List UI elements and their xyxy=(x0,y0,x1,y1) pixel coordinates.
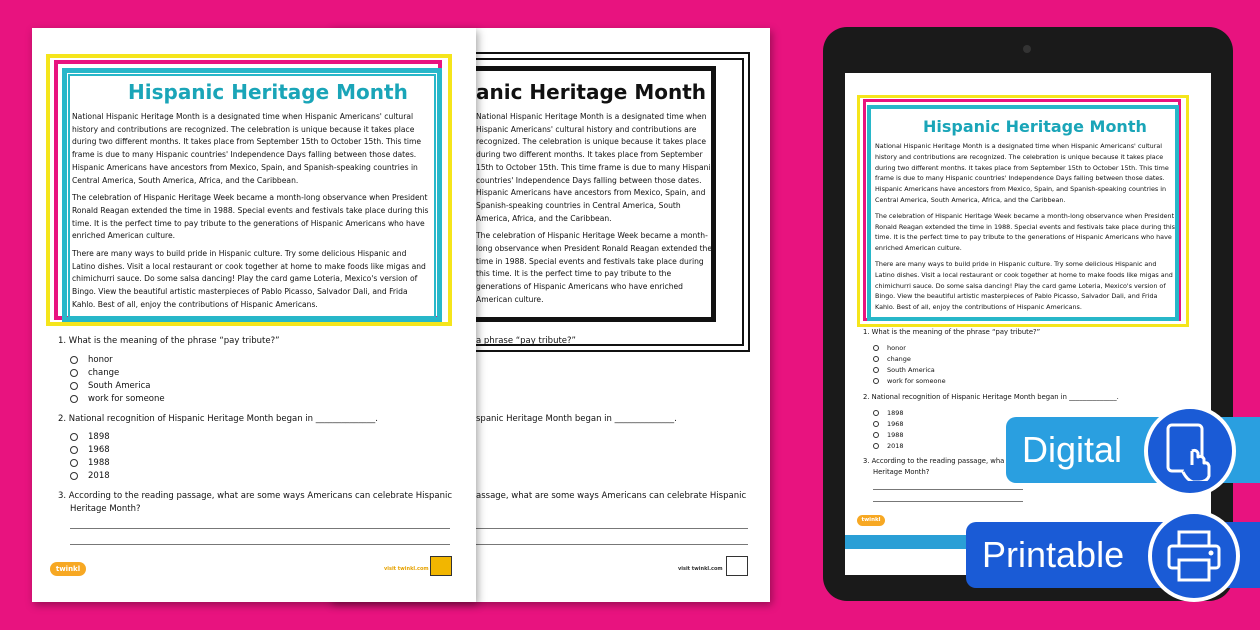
digital-label: Digital xyxy=(1022,429,1123,470)
answer-line[interactable] xyxy=(70,528,450,529)
q1-option-work-for-someone[interactable] xyxy=(70,394,165,404)
radio-circle-icon xyxy=(70,356,78,364)
worksheet-title: Hispanic Heritage Month xyxy=(128,80,408,104)
option-label: work for someone xyxy=(887,377,946,385)
tablet-paragraph-2: The celebration of Hispanic Heritage Week became a month-long observance when President Ronald Reagan extended the time in 1988. Special events and festivals take place during this time. It is the perfect time to pay tribute to the generations of Hispanic Americans who have enriched American culture. xyxy=(875,211,1175,253)
radio-circle-icon xyxy=(873,410,879,416)
option-label: South America xyxy=(88,381,151,391)
q1-option-change[interactable] xyxy=(70,368,119,378)
q2-option-1988[interactable] xyxy=(70,458,110,468)
option-label: 1968 xyxy=(88,445,110,455)
tablet-q2-option-1988[interactable] xyxy=(873,431,904,439)
radio-circle-icon xyxy=(70,446,78,454)
tablet-answer-line[interactable] xyxy=(873,501,1023,502)
tablet-paragraph-1: National Hispanic Heritage Month is a designated time when Hispanic Americans' cultural history and contributions are recognized. The celebration is unique because it takes place during two different months. It takes place from September 15th to October 15th. This time frame is due to many Hispanic countries' Independence Days falling between those dates. Hispanic Americans have ancestors from Mexico, Spain, and Spanish-speaking countries in Central America, South America, Africa, and the Caribbean. xyxy=(875,142,1169,204)
q1-option-south-america[interactable] xyxy=(70,381,150,391)
tablet-question-3: 3. According to the reading passage, wha xyxy=(863,457,1005,465)
footer-badge-icon xyxy=(430,556,452,576)
tablet-title: Hispanic Heritage Month xyxy=(923,117,1147,136)
question-3-line-2: Heritage Month? xyxy=(70,504,141,514)
bw-passage-text xyxy=(476,111,716,311)
q2-option-2018[interactable] xyxy=(70,471,110,481)
bw-paragraph-2: The celebration of Hispanic Heritage Week became a month-long observance when President Ronald Reagan extended the time in 1988. Special events and festivals take place during this time. It is the perfect time to pay tribute to the generations of Hispanic Americans who have enriched American culture. xyxy=(476,231,713,304)
option-label: work for someone xyxy=(88,394,165,404)
option-label: honor xyxy=(887,344,906,352)
bw-answer-line[interactable] xyxy=(476,544,748,545)
bw-footer-badge-icon xyxy=(726,556,748,576)
printer-icon xyxy=(1165,528,1223,584)
option-label: 1968 xyxy=(887,420,904,428)
tablet-q1-option-change[interactable] xyxy=(873,355,911,363)
tablet-q1-option-south-america[interactable] xyxy=(873,366,935,374)
digital-badge[interactable] xyxy=(1006,417,1260,483)
footer-url: visit twinkl.com xyxy=(384,566,429,572)
radio-circle-icon xyxy=(70,395,78,403)
bw-title: anic Heritage Month xyxy=(476,80,707,104)
option-label: change xyxy=(88,368,120,378)
printable-badge[interactable] xyxy=(966,522,1260,588)
option-label: change xyxy=(887,355,911,363)
option-label: 1898 xyxy=(88,432,110,442)
color-worksheet xyxy=(32,28,476,602)
passage-paragraph-3: There are many ways to build pride in Hispanic culture. Try some delicious Hispanic and Latino dishes. Visit a local restaurant or cook together at home to make foods like migas and chimichurri sauce. Do some salsa dancing! Play the card game Loteria, Mexico's version of Bingo. View the beautiful artistic masterpieces of Pablo Picasso, Salvador Dali, and Frida Kahlo. Best of all, enjoy the contributions of Hispanic Americans. xyxy=(72,249,426,309)
radio-circle-icon xyxy=(873,432,879,438)
tablet-touch-icon xyxy=(1162,421,1218,481)
tablet-question-2: 2. National recognition of Hispanic Heritage Month began in ______________. xyxy=(863,393,1119,401)
radio-circle-icon xyxy=(70,472,78,480)
radio-circle-icon xyxy=(873,345,879,351)
tablet-q1-option-honor[interactable] xyxy=(873,344,906,352)
tablet-q1-option-work-for-someone[interactable] xyxy=(873,377,946,385)
radio-circle-icon xyxy=(70,369,78,377)
option-label: honor xyxy=(88,355,113,365)
radio-circle-icon xyxy=(873,421,879,427)
tablet-twinkl-logo: twinkl xyxy=(857,515,885,526)
bw-answer-line[interactable] xyxy=(476,528,748,529)
answer-line[interactable] xyxy=(70,544,450,545)
tablet-passage-text xyxy=(875,141,1175,318)
question-1: 1. What is the meaning of the phrase “pay tribute?” xyxy=(58,336,280,346)
bw-question-3: assage, what are some ways Americans can celebrate Hispanic xyxy=(476,491,747,501)
radio-circle-icon xyxy=(70,459,78,467)
tablet-paragraph-3: There are many ways to build pride in Hispanic culture. Try some delicious Hispanic and Latino dishes. Visit a local restaurant or cook together at home to make foods like migas and chimichurri sauce. Do some salsa dancing! Play the card game Loteria, Mexico's version of Bingo. View the beautiful artistic masterpieces of Pablo Picasso, Salvador Dali, and Frida Kahlo. Best of all, enjoy the contributions of Hispanic Americans. xyxy=(875,259,1173,312)
option-label: South America xyxy=(887,366,935,374)
radio-circle-icon xyxy=(873,443,879,449)
radio-circle-icon xyxy=(70,382,78,390)
tablet-q2-option-1898[interactable] xyxy=(873,409,904,417)
q1-option-honor[interactable] xyxy=(70,355,113,365)
bw-paragraph-1: National Hispanic Heritage Month is a designated time when Hispanic Americans' cultural history and contributions are recognized. The celebration is unique because it takes place during two different months. It takes place from September 15th to October 15th. This time frame is due to many Hispanic countries' Independence Days falling between those dates. Hispanic Americans have ancestors from Mexico, Spain, and Spanish-speaking countries in Central America, South America, Africa, and the Caribbean. xyxy=(476,112,715,223)
option-label: 2018 xyxy=(88,471,110,481)
bw-question-2: spanic Heritage Month began in ______________. xyxy=(476,414,677,424)
tablet-q2-option-2018[interactable] xyxy=(873,442,904,450)
camera-icon xyxy=(1023,45,1031,53)
radio-circle-icon xyxy=(70,433,78,441)
option-label: 1898 xyxy=(887,409,904,417)
question-3: 3. According to the reading passage, what are some ways Americans can celebrate Hispanic xyxy=(58,491,452,501)
radio-circle-icon xyxy=(873,356,879,362)
passage-paragraph-2: The celebration of Hispanic Heritage Week became a month-long observance when President Ronald Reagan extended the time in 1988. Special events and festivals take place during this time. It is the perfect time to pay tribute to the generations of Hispanic Americans who have enriched American culture. xyxy=(72,193,429,241)
radio-circle-icon xyxy=(873,378,879,384)
bw-question-1: a phrase “pay tribute?” xyxy=(476,336,576,346)
printable-label: Printable xyxy=(982,534,1125,575)
printer-icon-circle xyxy=(1148,510,1240,602)
q2-option-1968[interactable] xyxy=(70,445,110,455)
passage-text xyxy=(72,111,432,317)
tablet-screen xyxy=(845,73,1211,575)
tablet-question-3-line-2: Heritage Month? xyxy=(873,468,930,476)
tablet-question-1: 1. What is the meaning of the phrase “pay tribute?” xyxy=(863,328,1041,336)
tablet-answer-line[interactable] xyxy=(873,489,1023,490)
option-label: 1988 xyxy=(88,458,110,468)
question-2: 2. National recognition of Hispanic Heritage Month began in ______________. xyxy=(58,414,378,424)
option-label: 1988 xyxy=(887,431,904,439)
radio-circle-icon xyxy=(873,367,879,373)
bw-footer-url: visit twinkl.com xyxy=(678,566,723,572)
q2-option-1898[interactable] xyxy=(70,432,110,442)
twinkl-logo: twinkl xyxy=(50,562,86,576)
tablet-touch-icon-circle xyxy=(1144,405,1236,497)
tablet-q2-option-1968[interactable] xyxy=(873,420,904,428)
option-label: 2018 xyxy=(887,442,904,450)
passage-paragraph-1: National Hispanic Heritage Month is a designated time when Hispanic Americans' cultural history and contributions are recognized. The celebration is unique because it takes place during two different months. It takes place from September 15th to October 15th. This time frame is due to many Hispanic countries' Independence Days falling between those dates. Hispanic Americans have ancestors from Mexico, Spain, and Spanish-speaking countries in Central America, South America, Africa, and the Caribbean. xyxy=(72,112,422,185)
